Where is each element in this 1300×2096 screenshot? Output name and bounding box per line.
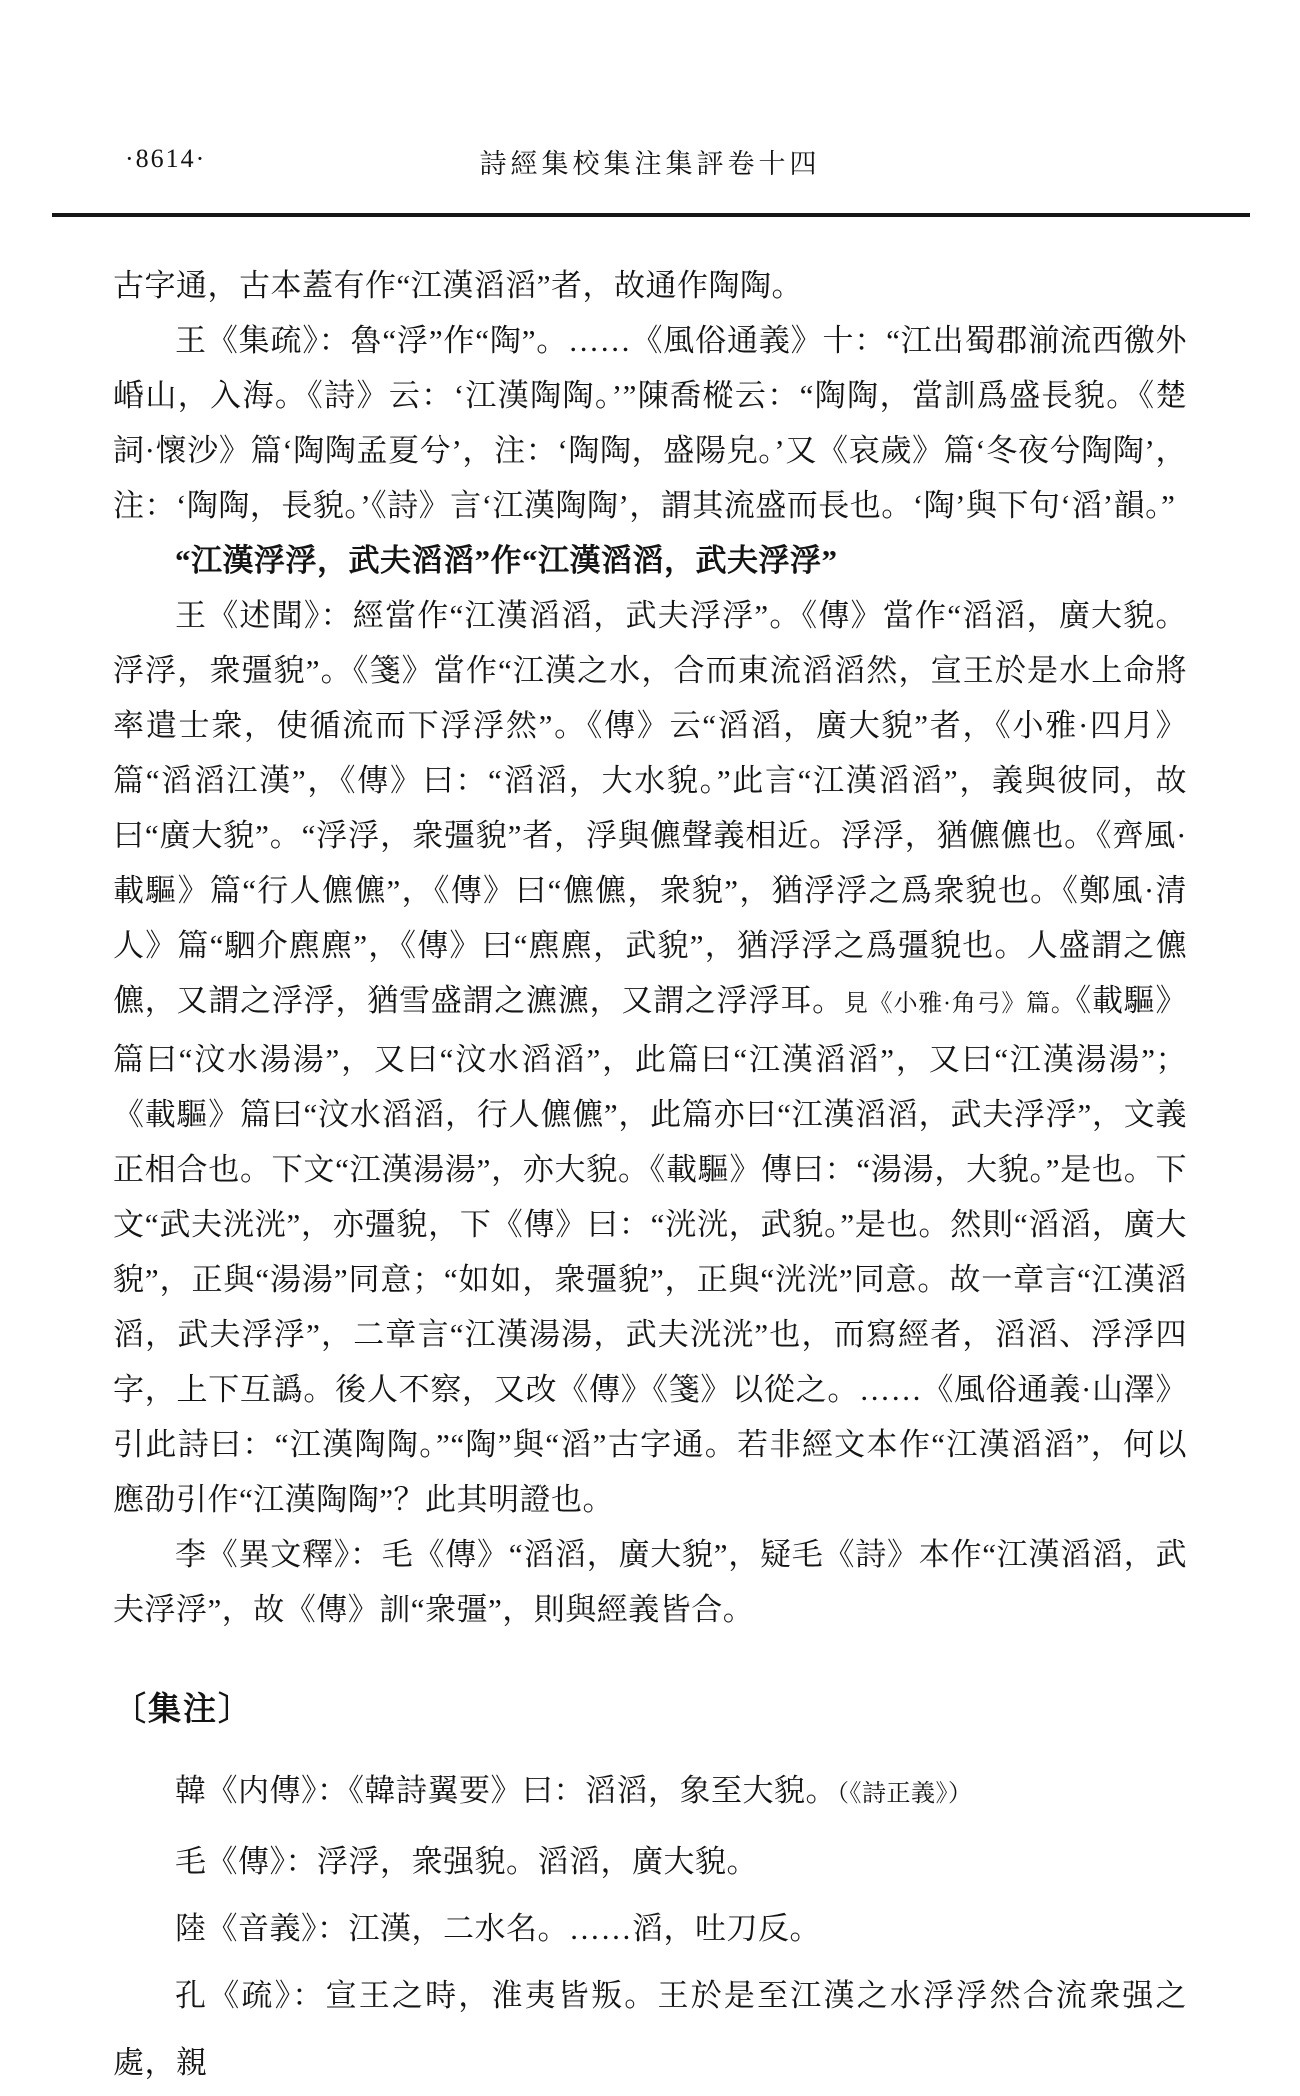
paragraph [113, 588, 1187, 1527]
section-heading [113, 1689, 1187, 1731]
paragraph [113, 1828, 1187, 1895]
text-run: 毛《傳》：浮浮，衆强貌。滔滔，廣大貌。 [175, 1844, 758, 1879]
text-run: 王《集疏》：魯“浮”作“陶”。……《風俗通義》十：“江出蜀郡湔流西徼外崏山，入海。《詩》云：‘江漢陶陶。’”陳喬樅云：“陶陶，當訓爲盛長貌。《楚詞·懷沙》篇‘陶陶孟夏兮’，注：‘陶陶，盛陽皃。’又《哀歲》篇‘冬夜兮陶陶’，注：‘陶陶，長貌。’《詩》言‘江漢陶陶’，謂其流盛而長也。‘陶’與下句‘滔’韻。” [113, 323, 1187, 523]
text-run: 王《述聞》：經當作“江漢滔滔，武夫浮浮”。《傳》當作“滔滔，廣大貌。浮浮，衆彊貌”。《箋》當作“江漢之水，合而東流滔滔然，宣王於是水上命將率遣士衆，使循流而下浮浮然”。《傳》云“滔滔，廣大貌”者，《小雅·四月》篇“滔滔江漢”，《傳》曰：“滔滔，大水貌。”此言“江漢滔滔”，義與彼同，故曰“廣大貌”。“浮浮，衆彊貌”者，浮與儦聲義相近。浮浮，猶儦儦也。《齊風·載驅》篇“行人儦儦”，《傳》曰“儦儦，衆貌”，猶浮浮之爲衆貌也。《鄭風·清人》篇“駟介麃麃”，《傳》曰“麃麃，武貌”，猶浮浮之爲彊貌也。人盛謂之儦儦，又謂之浮浮，猶雪盛謂之瀌瀌，又謂之浮浮耳。 [113, 598, 1187, 1018]
inline-note: 見《小雅·角弓》篇。 [843, 991, 1076, 1017]
text-run: 韓《内傳》：《韓詩翼要》曰：滔滔，象至大貌。 [175, 1773, 837, 1808]
text-run: 《載驅》篇曰“汶水湯湯”，又曰“汶水滔滔”，此篇曰“江漢滔滔”，又曰“江漢湯湯”；《載驅》篇曰“汶水滔滔，行人儦儦”，此篇亦曰“江漢滔滔，武夫浮浮”，文義正相合也。下文“江漢湯湯”，亦大貌。《載驅》傳曰：“湯湯，大貌。”是也。下文“武夫洸洸”，亦彊貌，下《傳》曰：“洸洸，武貌。”是也。然則“滔滔，廣大貌”，正與“湯湯”同意；“如如，衆彊貌”，正與“洸洸”同意。故一章言“江漢滔滔，武夫浮浮”，二章言“江漢湯湯，武夫洸洸”也，而寫經者，滔滔、浮浮四字，上下互譌。後人不察，又改《傳》《箋》以從之。……《風俗通義·山澤》引此詩曰：“江漢陶陶。”“陶”與“滔”古字通。若非經文本作“江漢滔滔”，何以應劭引作“江漢陶陶”？此其明證也。 [113, 983, 1188, 1517]
text-run: 古字通，古本蓋有作“江漢滔滔”者，故通作陶陶。 [113, 268, 804, 303]
text-run: 李《異文釋》：毛《傳》“滔滔，廣大貌”，疑毛《詩》本作“江漢滔滔，武夫浮浮”，故《傳》訓“衆彊”，則與經義皆合。 [113, 1537, 1187, 1627]
text-run: 陸《音義》：江漢，二水名。……滔，吐刀反。 [175, 1911, 821, 1946]
chapter-title: 詩經集校集注集評卷十四 [479, 149, 821, 179]
paragraph [113, 1757, 1187, 1828]
page-body [113, 258, 1187, 2096]
paragraph [113, 1895, 1187, 1962]
paragraph [113, 533, 1187, 588]
header-rule [52, 213, 1250, 217]
paragraph [113, 258, 1187, 313]
text-run: 〔集注〕 [113, 1692, 253, 1728]
text-run: 孔《疏》：宣王之時，淮夷皆叛。王於是至江漢之水浮浮然合流衆强之處，親 [113, 1978, 1187, 2080]
inline-note: （《詩正義》） [837, 1781, 973, 1807]
paragraph [113, 1962, 1187, 2096]
paragraph [113, 313, 1187, 533]
text-run: “江漢浮浮，武夫滔滔”作“江漢滔滔，武夫浮浮” [175, 543, 838, 578]
running-header [113, 142, 1187, 178]
page-number: ·8614· [125, 144, 207, 173]
paragraph [113, 1527, 1187, 1637]
